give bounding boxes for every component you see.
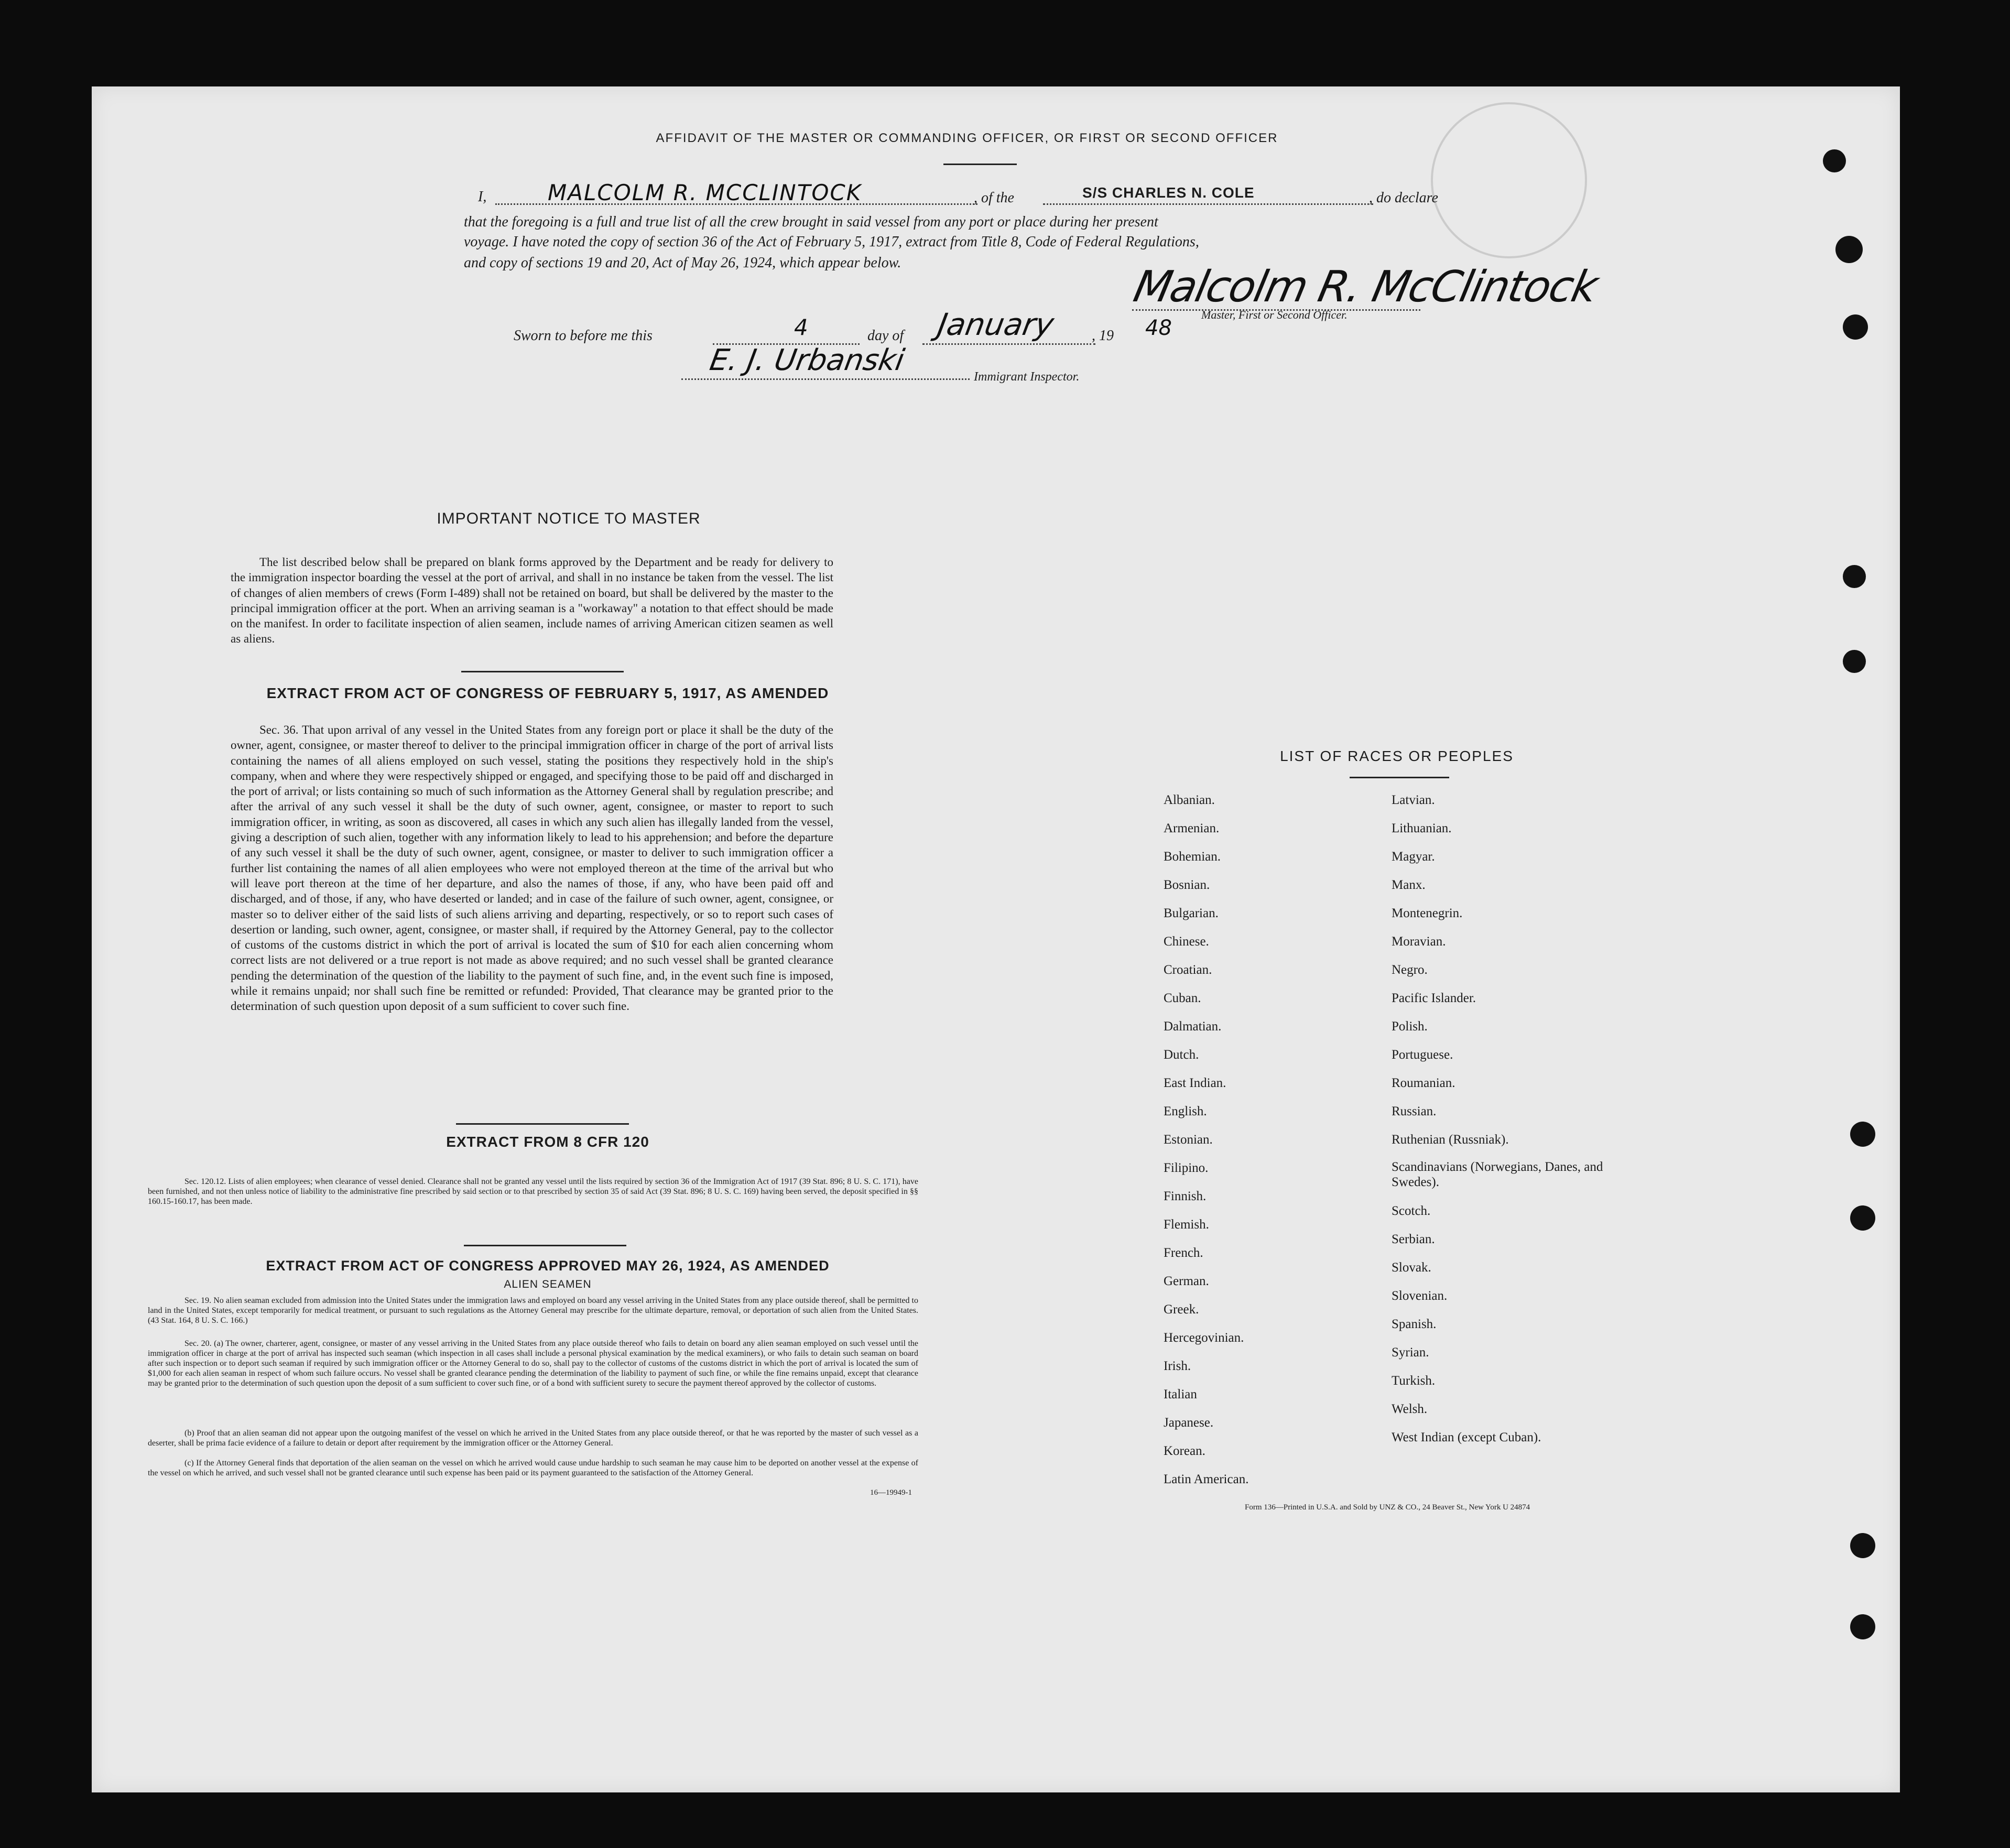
race-item: Russian. [1392,1104,1437,1118]
punch-hole [1843,565,1866,588]
races-rule [1350,777,1449,778]
race-item: Filipino. [1164,1161,1209,1175]
race-item: East Indian. [1164,1076,1226,1090]
extract-1924-subtitle: ALIEN SEAMEN [504,1278,592,1290]
race-item: Scotch. [1392,1204,1431,1218]
race-item: Ruthenian (Russniak). [1392,1133,1509,1147]
race-item: Spanish. [1392,1317,1437,1331]
race-item: Armenian. [1164,821,1220,835]
race-item: Slovenian. [1392,1289,1448,1303]
race-item: Japanese. [1164,1416,1214,1430]
signature-caption: Master, First or Second Officer. [1201,308,1348,321]
extract-1924-sec19: Sec. 19. No alien seaman excluded from admission into the United States under the immigration laws and employed on board any vessel arriving in the United States from any place outside thereof, shall be permitted to land in the United States, except temporarily for medical treatment, or pursuant to such regulations as the Attorney General may prescribe for the ultimate departure, removal, or deportation of such alien from the United States. (43 Stat. 164, 8 U. S. C. 166.) [148,1296,918,1325]
extract-cfr-title: EXTRACT FROM 8 CFR 120 [446,1134,649,1150]
notice-title: IMPORTANT NOTICE TO MASTER [437,510,701,527]
race-item: Welsh. [1392,1402,1428,1416]
races-right-column [1392,786,1612,1452]
affidavit-line-2: that the foregoing is a full and true list of all the crew brought in said vessel from any port or place during her present [464,214,1158,230]
extract-1924-title: EXTRACT FROM ACT OF CONGRESS APPROVED MAY 26, 1924, AS AMENDED [266,1258,830,1274]
race-item: Hercegovinian. [1164,1331,1244,1345]
sworn-prefix: Sworn to before me this [514,328,653,344]
extract-1917-rule [456,1123,629,1125]
races-title: LIST OF RACES OR PEOPLES [1280,748,1514,764]
race-item: Greek. [1164,1302,1199,1317]
year-prefix: , 19 [1092,328,1114,344]
vessel-name: S/S CHARLES N. COLE [1082,184,1255,201]
form-footer: Form 136—Printed in U.S.A. and Sold by UNZ & CO., 24 Beaver St., New York U 24874 [1245,1503,1530,1512]
race-item: Croatian. [1164,963,1212,977]
master-signature: Malcolm R. McClintock [1129,262,1602,312]
vessel-blank [1043,203,1373,205]
race-item: Italian [1164,1387,1197,1401]
race-item: Bohemian. [1164,850,1221,864]
punch-hole [1823,149,1846,172]
race-item: Polish. [1392,1019,1428,1034]
affidavit-line-3: voyage. I have noted the copy of section 36 of the Act of February 5, 1917, extract from Title 8, Code of Federal Regulations, [464,234,1199,250]
race-item: Estonian. [1164,1133,1213,1147]
notice-text: The list described below shall be prepared on blank forms approved by the Department and be ready for delivery to the immigration inspector boarding the vessel at the port of arrival, and shall in no instance be taken from the vessel. The list of changes of alien members of crews (Form I-489) shall not be retained on board, but shall be delivered by the master to the principal immigration officer at the port. When an arriving seaman is a "workaway" a notation to that effect should be made on the manifest. In order to facilitate inspection of alien seamen, include names of arriving American citizen seamen as well as aliens. [231,556,833,646]
of-the-text: , of the [974,190,1014,206]
affidavit-line-4: and copy of sections 19 and 20, Act of May 26, 1924, which appear below. [464,255,901,271]
extract-1924-sec20a: Sec. 20. (a) The owner, charterer, agent, consignee, or master of any vessel arriving in the United States from any place outside thereof who fails to detain on board any alien seaman employed on such vessel until the immigration officer in charge at the port of arrival has inspected such seaman (which inspection in all cases shall include a personal physical examination by the medical examiners), or who fails to detain such seaman on board after such inspection or to deport such seaman if required by such immigration officer or the Attorney General to do so, shall pay to the collector of customs of the customs district in which the port of arrival is located the sum of $1,000 for each alien seaman in respect of whom such failure occurs. No vessel shall be granted clearance pending the determination of the liability to payment of such fine, or while the fine remains unpaid, except that clearance may be granted prior to the determination of such question upon the deposit of a sum sufficient to cover such fine, or of a bond with sufficient surety to secure the payment thereof approved by the collector of customs. [148,1339,918,1388]
race-item: Flemish. [1164,1217,1209,1232]
race-item: Montenegrin. [1392,906,1463,920]
inspector-signature: E. J. Urbanski [707,343,907,377]
race-item: Slovak. [1392,1260,1431,1275]
master-name-handwritten: MALCOLM R. MCCLINTOCK [548,180,862,205]
race-item: Scandinavians (Norwegians, Danes, and Swedes). [1392,1160,1603,1189]
race-item: Dutch. [1164,1048,1199,1062]
sworn-day: 4 [794,314,808,340]
race-item: German. [1164,1274,1209,1288]
sworn-month-blank [922,343,1095,345]
races-left-column [1164,786,1248,1494]
punch-hole [1835,236,1863,263]
race-item: Syrian. [1392,1345,1429,1360]
sworn-month: January [935,307,1057,342]
race-item: Albanian. [1164,793,1215,807]
do-declare-text: , do declare [1369,190,1438,206]
race-item: Roumanian. [1392,1076,1455,1090]
affidavit-title: AFFIDAVIT OF THE MASTER OR COMMANDING OFFICER, OR FIRST OR SECOND OFFICER [656,131,1278,145]
race-item: Serbian. [1392,1232,1435,1246]
race-item: Pacific Islander. [1392,991,1476,1005]
inspector-line [681,378,970,380]
race-item: Finnish. [1164,1189,1207,1203]
race-item: Lithuanian. [1392,821,1452,835]
punch-hole [1850,1205,1875,1231]
day-of-text: day of [867,328,904,344]
sworn-year: 48 [1145,316,1172,340]
punch-hole [1843,314,1868,340]
race-item: Latvian. [1392,793,1435,807]
punch-hole [1843,650,1866,673]
race-item: Magyar. [1392,850,1435,864]
punch-hole [1850,1614,1875,1639]
extract-1917-text: Sec. 36. That upon arrival of any vessel in the United States from any foreign port or place it shall be the duty of the owner, agent, consignee, or master thereof to deliver to the principal immigration officer in charge of the port of arrival lists containing the names of all aliens employed on such vessel, stating the positions they respectively hold in the ship's company, when and where they were respectively shipped or engaged, and specifying those to be paid off and discharged in the port of arrival; or lists containing so much of such information as the Attorney General shall by regulation prescribe; and after the arrival of any such vessel it shall be the duty of such owner, agent, consignee, or master to report to such immigration officer, in writing, as soon as discovered, all cases in which any such alien has illegally landed from the vessel, giving a description of such alien, together with any information likely to lead to his apprehension; and before the departure of any such vessel it shall be the duty of such owner, agent, consignee, or master to deliver to such immigration officer a further list containing the names of all alien employees who were not employed thereon at the time of the arrival but who will leave port thereon at the time of her departure, and also the names of those, if any, who have been paid off and discharged, and of those, if any, who have deserted or landed; and in case of the failure of such owner, agent, consignee, or master so to deliver either of the said lists of such aliens arriving and departing, respectively, or so to report such cases of desertion or landing, such owner, agent, consignee, or master shall, if required by the Attorney General, pay to the collector of customs of the customs district in which the port of arrival is located the sum of $10 for each alien concerning whom correct lists are not delivered or a true report is not made as above required; and no such vessel shall be granted clearance pending the determination of the question of the liability to the payment of such fine, and, in the event such fine is imposed, while it remains unpaid; nor shall such fine be remitted or refunded: Provided, That clearance may be granted prior to the determination of such question upon deposit of a sum sufficient to cover such fine. [231,723,833,1013]
punch-hole [1850,1122,1875,1147]
race-item: Manx. [1392,878,1426,892]
race-item: Latin American. [1164,1472,1249,1486]
extract-cfr-rule [464,1245,626,1246]
race-item: Irish. [1164,1359,1191,1373]
extract-1924-sec20b: (b) Proof that an alien seaman did not appear upon the outgoing manifest of the vessel on which he arrived in the United States from any place outside thereof, or that he was reported by the master of such vessel as a deserter, shall be prima facie evidence of a failure to detain or deport after requirement by the immigration officer or the Attorney General. [148,1429,918,1448]
punch-hole [1850,1533,1875,1558]
form-code: 16—19949-1 [870,1488,912,1497]
title-rule [943,164,1017,165]
race-item: West Indian (except Cuban). [1392,1430,1541,1444]
race-item: Negro. [1392,963,1428,977]
extract-1924-sec20c: (c) If the Attorney General finds that deportation of the alien seaman on the vessel on which he arrived would cause undue hardship to such seaman he may cause him to be deported on another vessel at the expense of the vessel on which he arrived, and such vessel shall not be granted clearance until such expense has been paid or its payment guaranteed to the satisfaction of the Attorney General. [148,1459,918,1477]
extract-cfr-text: Sec. 120.12. Lists of alien employees; when clearance of vessel denied. Clearance shall not be granted any vessel until the lists required by section 36 of the Immigration Act of 1917 (39 Stat. 896; 8 U. S. C. 171), have been furnished, and not then unless notice of liability to the administrative fine prescribed by said section or to that prescribed by section 35 of said Act (39 Stat. 896; 8 U. S. C. 169) having been served, the deposit specified in §§ 160.15-160.17, has been made. [148,1177,918,1206]
race-item: Bulgarian. [1164,906,1219,920]
race-item: Korean. [1164,1444,1205,1458]
race-item: English. [1164,1104,1207,1118]
notice-rule [461,671,624,672]
race-item: Turkish. [1392,1374,1436,1388]
race-item: Portuguese. [1392,1048,1453,1062]
race-item: Moravian. [1392,934,1446,949]
inspector-caption: Immigrant Inspector. [974,370,1080,384]
race-item: French. [1164,1246,1203,1260]
race-item: Dalmatian. [1164,1019,1222,1034]
extract-1917-title: EXTRACT FROM ACT OF CONGRESS OF FEBRUARY 5, 1917, AS AMENDED [266,685,829,701]
affidavit-i: I, [478,189,487,205]
race-item: Cuban. [1164,991,1201,1005]
race-item: Bosnian. [1164,878,1210,892]
race-item: Chinese. [1164,934,1209,949]
